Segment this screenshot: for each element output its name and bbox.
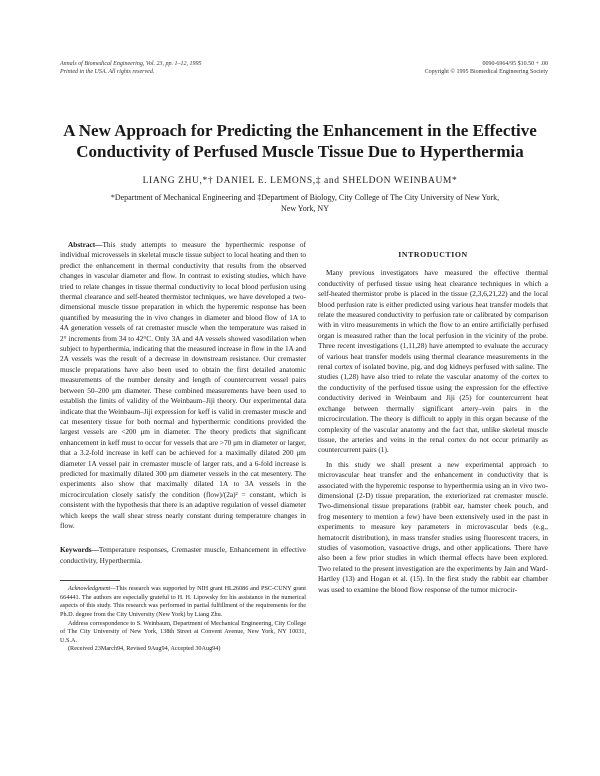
correspondence-address: Address correspondence to S. Weinbaum, Department of Mechanical Engineering, City College of The City University of New York, 138th Street at Convent Avenue, New York, NY 10031, U.S.A. bbox=[60, 619, 306, 644]
author-list: LIANG ZHU,*† DANIEL E. LEMONS,‡ and SHELDON WEINBAUM* bbox=[142, 176, 458, 186]
abstract bbox=[60, 240, 306, 531]
ack-text: This research was supported by NIH grant HL26086 and PSC-CUNY grant 664441. The authors are especially grateful to H. H. Lipowsky for his assistance in the numerical aspects of this study. This research was performed in partial fulfillment of the requirements for the Ph.D. degree from the City University (New York) by Liang Zhu. bbox=[60, 585, 306, 618]
copyright-header bbox=[425, 60, 548, 76]
intro-paragraph-1: Many previous investigators have measured the effective thermal conductivity of perfused tissue using heat clearance techniques in which a self-heated thermistor probe is placed in the tissue (2,3,6,21,22) and the local blood perfusion rate is either predicted using various heat transfer models that relate the measured conductivity to perfusion rate or calibrated by comparison with in vitro measurements in which the flow to an entire artificially perfused organ is measured rather than the local perfusion in the vicinity of the probe. Three recent investigations (1,11,28) have attempted to evaluate the accuracy of various heat transfer models using thermal clearance measurements in the renal cortex of isolated bovine, pig, and dog kidneys perfused with saline. The studies (1,28) have also tried to relate the vascular anatomy of the cortex to the conductivity of the perfused tissue using the expression for the effective conductivity derived in Weinbaum and Jiji (25) for countercurrent heat exchange between thermally significant artery–vein pairs in the microcirculation. The theory is difficult to apply in this organ because of the complexity of the vascular anatomy and the fact that, unlike skeletal muscle tissue, the arteries and veins in the renal cortex do not occur primarily as countercurrent pairs (1). bbox=[318, 268, 548, 455]
journal-citation: Annals of Biomedical Engineering, Vol. 23, pp. 1–12, 1995 bbox=[60, 61, 202, 67]
right-column bbox=[318, 240, 548, 599]
keywords-text: Temperature responses, Cremaster muscle, Enhancement in effective conductivity, Hyperthermia. bbox=[60, 545, 306, 565]
abstract-text: This study attempts to measure the hyperthermic response of individual microvessels in skeletal muscle tissue subject to local heating and then to predict the enhancement in thermal conductivity that results from the observed changes in vascular diameter and flow. In contrast to existing studies, which have tried to relate changes in tissue thermal conductivity to local blood perfusion using thermal clearance and self-heated thermistor techniques, we have developed a two-dimensional muscle tissue preparation in which the hyperemic response has been quantified by measuring the in vivo changes in diameter and blood flow of 1A to 4A generation vessels of rat cremaster muscle when the temperature was raised in 2° increments from 34 to 42°C. Only 3A and 4A vessels showed vasodilation when subject to hyperthermia, indicating that the measured increase in flow in the 1A and 2A vessels was the result of a decrease in downstream resistance. Our cremaster muscle preparations have also been used to obtain the first detailed anatomic measurements of the number density and length of countercurrent vessel pairs between 50–200 μm diameter. These combined measurements have been used to establish the limits of validity of the Weinbaum–Jiji theory. Our experimental data indicate that the Weinbaum–Jiji expression for keff is valid in cremaster muscle and cat mesentery tissue for both normal and hyperthermic conditions provided the largest vessels are <200 μm in diameter. The theory predicts that significant enhancement in keff must to occur for vessels that are >70 μm in diameter or larger, that a 3.2-fold increase in keff can be achieved for a maximally dilated 200 μm diameter 1A vessel pair in cremaster muscle of larger rats, and a 6-fold increase is predicted for maximally dilated 300 μm diameter vessels in the cat mesentery. The experiments also show that maximally dilated 1A to 3A vessels in the microcirculation closely satisfy the condition (flow)/(2a)² = constant, which is consistent with the hypothesis that there is an adaptive regulation of vessel diameter which keeps the wall shear stress nearly constant during temperature changes in flow. bbox=[60, 240, 306, 530]
abstract-label: Abstract— bbox=[68, 240, 103, 249]
affiliation-line-2: New York, NY bbox=[280, 204, 329, 213]
section-heading-introduction: INTRODUCTION bbox=[398, 250, 468, 259]
footnote-divider bbox=[60, 580, 120, 581]
journal-header bbox=[60, 60, 202, 76]
issn-code: 0090-6964/95 $10.50 + .00 bbox=[482, 61, 548, 67]
footnotes bbox=[60, 585, 306, 654]
copyright-notice: Copyright © 1995 Biomedical Engineering Society bbox=[424, 69, 548, 75]
ack-label: Acknowledgment— bbox=[68, 585, 116, 593]
acknowledgment bbox=[60, 585, 306, 619]
left-column bbox=[60, 240, 306, 654]
print-notice: Printed in the USA. All rights reserved. bbox=[60, 69, 155, 75]
received-dates: (Received 23March94, Revised 9Aug94, Accepted 30Aug94) bbox=[68, 645, 221, 653]
affiliation-line-1: *Department of Mechanical Engineering and ‡Department of Biology, City College of The City University of New York, bbox=[110, 193, 500, 202]
intro-paragraph-2: In this study we shall present a new experimental approach to microvascular heat transfer and the enhancement in conductivity that is associated with the hyperemic response to hyperthermia using an in vivo two-dimensional (2-D) tissue preparation, the exteriorized rat cremaster muscle. Two-dimensional tissue preparations (rabbit ear, hamster cheek pouch, and frog mesentery to mention a few) have been extensively used in the past in experiments to measure key parameters in microvascular beds (e.g., hematocrit distribution), in mass transfer studies using fluorescent tracers, in studies of vasomotion, vasoactive drugs, and other applications. There have also been a few prior studies in which thermal effects have been explored. Two related to the present investigation are the experiments by Jain and Ward-Hartley (13) and Hogan et al. (15). In the first study the rabbit ear chamber was used to examine the blood flow response of the tumor microcir- bbox=[318, 459, 548, 594]
keywords-label: Keywords— bbox=[60, 545, 99, 555]
paper-title bbox=[40, 120, 560, 162]
affiliation bbox=[70, 192, 540, 214]
title-line-1: A New Approach for Predicting the Enhancement in the Effective bbox=[63, 121, 537, 140]
keywords bbox=[60, 545, 306, 566]
title-line-2: Conductivity of Perfused Muscle Tissue Due to Hyperthermia bbox=[76, 142, 524, 161]
